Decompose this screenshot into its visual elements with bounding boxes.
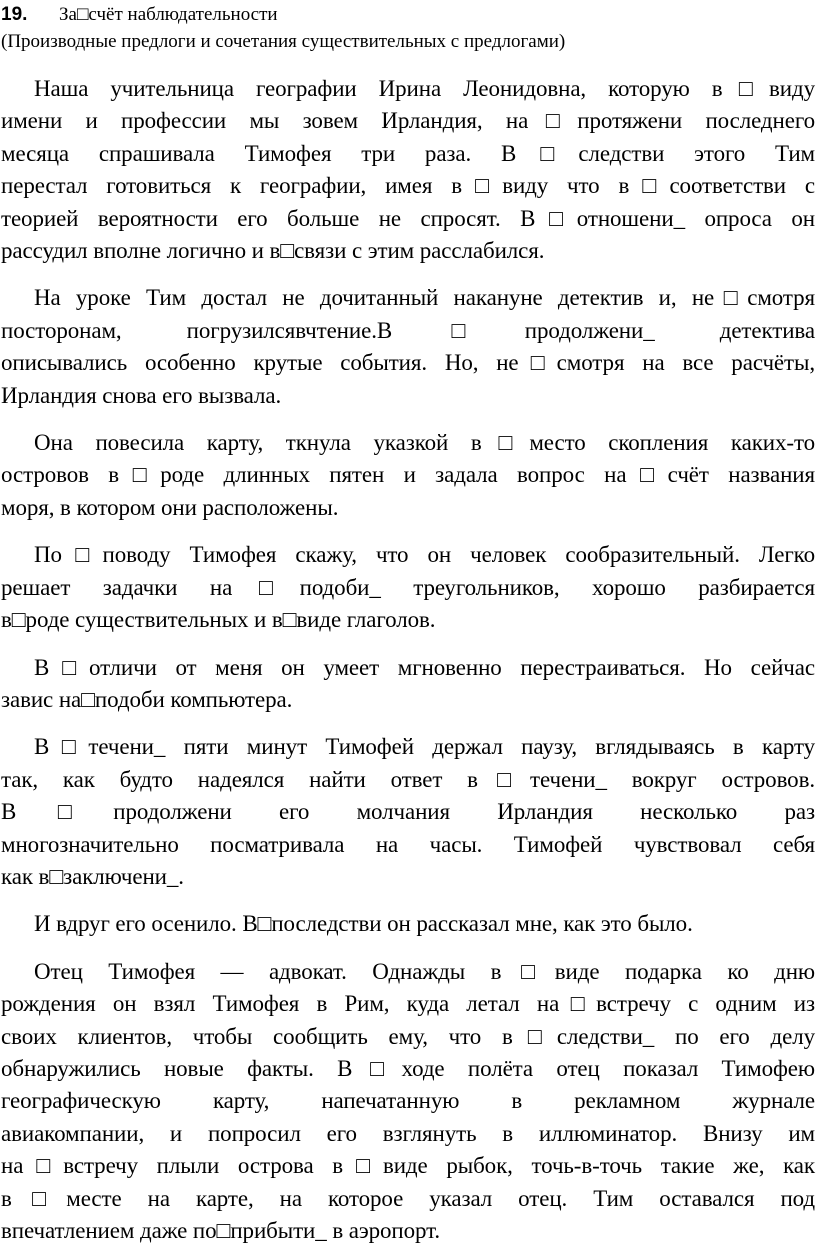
paragraph <box>1 73 815 267</box>
text-line: В□отличи от меня он умеет мгновенно перестраиваться. Но сейчас <box>34 654 815 680</box>
exercise-subtitle: (Производные предлоги и сочетания существительных с предлогами) <box>1 31 566 52</box>
paragraph <box>1 427 815 524</box>
text-line: рассудил вполне логично и в□связи с этим расслабился. <box>1 238 545 264</box>
text-line: Ирландия снова его вызвала. <box>1 382 282 408</box>
text-line: рождения он взял Тимофея в Рим, куда летал на□встречу с одним из <box>1 991 815 1017</box>
paragraph <box>1 282 815 412</box>
text-line: как в□заключени_. <box>1 863 184 889</box>
text-line: моря, в котором они расположены. <box>1 494 339 520</box>
text-line: имени и профессии мы зовем Ирландия, на□протяжени последнего <box>1 108 815 134</box>
paragraph <box>1 539 815 636</box>
text-line: В□течени_ пяти минут Тимофей держал паузу, вглядываясь в карту <box>34 734 815 760</box>
text-line: перестал готовиться к географии, имея в□виду что в□соответстви с <box>1 173 815 199</box>
text-line: На уроке Тим достал не дочитанный накануне детектив и, не□смотря <box>34 285 815 311</box>
text-line: многозначительно посматривала на часы. Тимофей чувствовал себя <box>1 831 815 857</box>
text-line: Она повесила карту, ткнула указкой в□место скопления каких-то <box>34 430 815 456</box>
text-line: авиакомпании, и попросил его взглянуть в иллюминатор. Внизу им <box>1 1120 815 1146</box>
text-line: В□продолжени его молчания Ирландия несколько раз <box>1 799 815 825</box>
text-line: И вдруг его осенило. В□последстви он рассказал мне, как это было. <box>34 911 693 937</box>
text-line: По□поводу Тимофея скажу, что он человек сообразительный. Легко <box>34 542 815 568</box>
title-line <box>1 1 815 28</box>
exercise-number: 19. <box>1 4 28 25</box>
paragraph <box>1 956 815 1247</box>
paragraph <box>1 731 815 893</box>
paragraph <box>1 908 815 940</box>
paragraph <box>1 652 815 717</box>
text-line: завис на□подоби компьютера. <box>1 686 293 712</box>
text-line: островов в□роде длинных пятен и задала вопрос на□счёт названия <box>1 462 815 488</box>
text-line: решает задачки на□подоби_ треугольников, хорошо разбирается <box>1 574 815 600</box>
document-header <box>1 0 815 55</box>
text-line: в□роде существительных и в□виде глаголов. <box>1 607 436 633</box>
text-line: теорией вероятности его больше не спросят. В□отношени_ опроса он <box>1 205 815 231</box>
text-line: описывались особенно крутые события. Но, не□смотря на все расчёты, <box>1 350 815 376</box>
text-line: Отец Тимофея — адвокат. Однажды в□виде подарка ко дню <box>34 958 815 984</box>
text-line: Наша учительница географии Ирина Леонидовна, которую в□виду <box>34 76 815 101</box>
text-line: посторонам, погрузилсявчтение.В□продолжени_ детектива <box>1 317 815 343</box>
text-line: обнаружились новые факты. В□ходе полёта отец показал Тимофею <box>1 1055 815 1081</box>
text-line: своих клиентов, чтобы сообщить ему, что в□следстви_ по его делу <box>1 1023 815 1049</box>
text-line: месяца спрашивала Тимофея три раза. В□следстви этого Тим <box>1 140 815 166</box>
exercise-title: За□счёт наблюдательности <box>59 4 278 25</box>
text-line: впечатлением даже по□прибыти_ в аэропорт. <box>1 1218 440 1243</box>
text-line: на□встречу плыли острова в□виде рыбок, точь-в-точь такие же, как <box>1 1153 815 1179</box>
text-line: географическую карту, напечатанную в рекламном журнале <box>1 1088 815 1114</box>
text-line: в□месте на карте, на которое указал отец. Тим оставался под <box>1 1185 815 1211</box>
document-body <box>1 73 815 1247</box>
text-line: так, как будто надеялся найти ответ в□течени_ вокруг островов. <box>1 766 815 792</box>
